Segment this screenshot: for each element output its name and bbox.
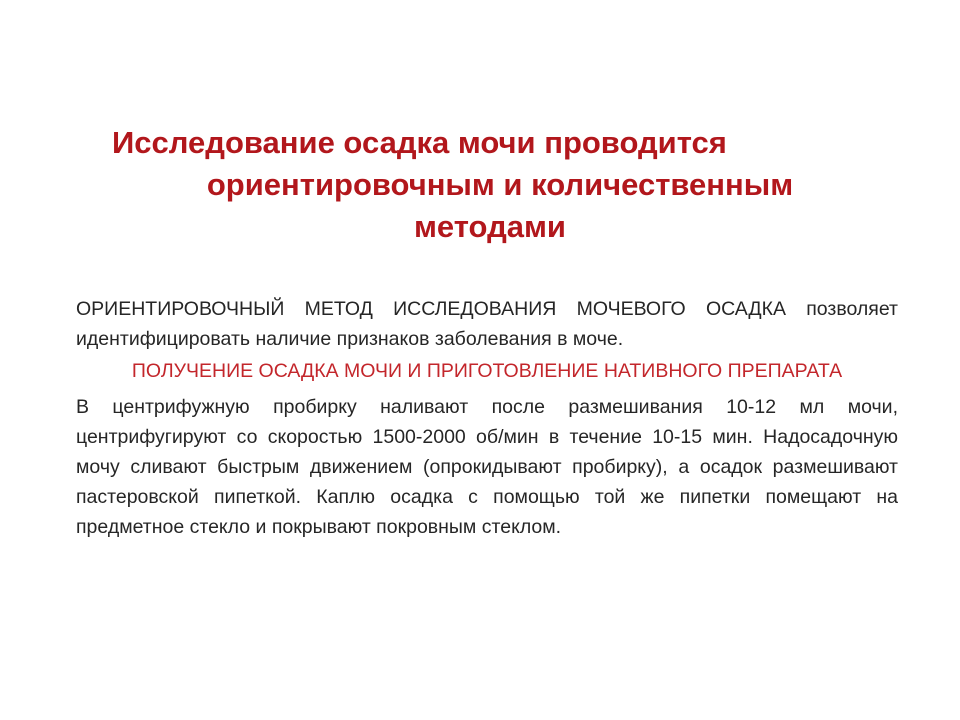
section-subheading: ПОЛУЧЕНИЕ ОСАДКА МОЧИ И ПРИГОТОВЛЕНИЕ НАТИВНОГО ПРЕПАРАТА [131, 360, 843, 382]
slide-title [100, 122, 880, 248]
intro-paragraph: ОРИЕНТИРОВОЧНЫЙ МЕТОД ИССЛЕДОВАНИЯ МОЧЕВОГО ОСАДКА позволяет идентифицировать наличие признаков заболевания в моче. [76, 298, 898, 350]
slide-title-line-2: ориентировочным и количественным [206, 167, 794, 202]
slide-title-line-1: Исследование осадка мочи проводится [112, 125, 727, 160]
slide-body [76, 294, 898, 542]
slide-title-line-3: методами [414, 209, 566, 244]
procedure-paragraph: В центрифужную пробирку наливают после размешивания 10-12 мл мочи, центрифугируют со скоростью 1500-2000 об/мин в течение 10-15 мин. Надосадочную мочу сливают быстрым движением (опрокидывают пробирку), а осадок размешивают пастеровской пипеткой. Каплю осадка с помощью той же пипетки помещают на предметное стекло и покрывают покровным стеклом. [76, 396, 898, 538]
